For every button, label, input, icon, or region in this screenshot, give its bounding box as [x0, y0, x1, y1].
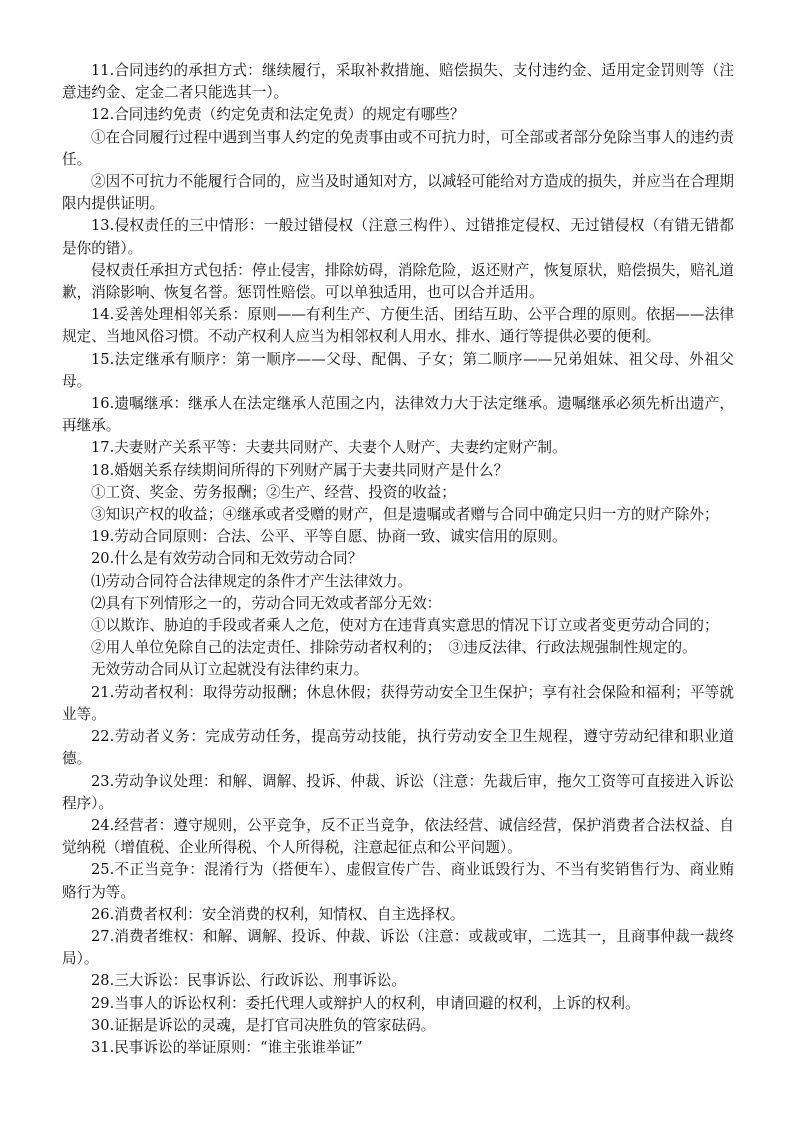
- paragraph-item-20-conclusion: 无效劳动合同从订立起就没有法律约束力。: [91, 661, 369, 679]
- paragraph-item-13-tort: 13.侵权责任的三中情形：一般过错侵权（注意三构件）、过错推定侵权、无过错侵权（有错无错都是你的错）。: [62, 217, 734, 257]
- document-body: [62, 60, 734, 1059]
- paragraph-item-23-disputes: 23.劳动争议处理：和解、调解、投诉、仲裁、诉讼（注意：先裁后审，拖欠工资等可直接进入诉讼程序）。: [62, 772, 734, 812]
- paragraph-item-28-litigation: 28.三大诉讼：民事诉讼、行政诉讼、刑事诉讼。: [91, 972, 407, 990]
- paragraph-item-26-consumer-rights: 26.消费者权利：安全消费的权利，知情权、自主选择权。: [91, 905, 465, 923]
- paragraph-item-20-point-2: ⑵具有下列情形之一的，劳动合同无效或者部分无效：: [91, 594, 442, 612]
- paragraph-item-18-question: 18.婚姻关系存续期间所得的下列财产属于夫妻共同财产是什么？: [91, 461, 509, 479]
- paragraph-item-15-succession: 15.法定继承有顺序：第一顺序——父母、配偶、子女；第二顺序——兄弟姐妹、祖父母、外祖父母。: [62, 350, 734, 390]
- paragraph-item-29-party-rights: 29.当事人的诉讼权利：委托代理人或辩护人的权利，申请回避的权利，上诉的权利。: [91, 994, 640, 1012]
- paragraph-item-20-point-1: ⑴劳动合同符合法律规定的条件才产生法律效力。: [91, 572, 413, 590]
- paragraph-item-20-question: 20.什么是有效劳动合同和无效劳动合同？: [91, 550, 363, 568]
- paragraph-item-17-spousal: 17.夫妻财产关系平等：夫妻共同财产、夫妻个人财产、夫妻约定财产制。: [91, 439, 567, 457]
- paragraph-item-22-duties: 22.劳动者义务：完成劳动任务，提高劳动技能，执行劳动安全卫生规程，遵守劳动纪律和职业道德。: [62, 728, 734, 768]
- paragraph-item-12-point-1: ①在合同履行过程中遇到当事人约定的免责事由或不可抗力时，可全部或者部分免除当事人的违约责任。: [62, 128, 734, 168]
- paragraph-item-19-labor-principle: 19.劳动合同原则：合法、公平、平等自愿、协商一致、诚实信用的原则。: [91, 528, 567, 546]
- paragraph-item-27-consumer-remedy: 27.消费者维权：和解、调解、投诉、仲裁、诉讼（注意：或裁或审，二选其一，且商事仲裁一裁终局）。: [62, 927, 734, 968]
- paragraph-item-12-point-2: ②因不可抗力不能履行合同的，应当及时通知对方，以减轻可能给对方造成的损失，并应当在合理期限内提供证明。: [62, 173, 734, 213]
- paragraph-item-16-will: 16.遗嘱继承：继承人在法定继承人范围之内，法律效力大于法定继承。遗嘱继承必须先析出遗产，再继承。: [62, 395, 734, 435]
- paragraph-item-25-unfair: 25.不正当竞争：混淆行为（搭便车）、虚假宣传广告、商业诋毁行为、不当有奖销售行为、商业贿赂行为等。: [62, 861, 734, 901]
- paragraph-item-20-sub-2: ②用人单位免除自己的法定责任、排除劳动者权利的； ③违反法律、行政法规强制性规定的。: [91, 639, 697, 657]
- paragraph-item-24-operators: 24.经营者：遵守规则，公平竞争，反不正当竞争，依法经营、诚信经营，保护消费者合法权益、自觉纳税（增值税、企业所得税、个人所得税，注意起征点和公平问题）。: [62, 816, 734, 857]
- paragraph-item-11-liability: 11.合同违约的承担方式：继续履行，采取补救措施、赔偿损失、支付违约金、适用定金罚则等（注意违约金、定金二者只能选其一）。: [62, 62, 734, 102]
- paragraph-item-13-remedies: 侵权责任承担方式包括：停止侵害，排除妨碍，消除危险，返还财产，恢复原状，赔偿损失，赔礼道歉，消除影响、恢复名誉。惩罚性赔偿。可以单独适用，也可以合并适用。: [62, 261, 734, 302]
- paragraph-item-18-list-2: ③知识产权的收益；④继承或者受赠的财产，但是遗嘱或者赠与合同中确定只归一方的财产除外；: [91, 506, 719, 524]
- paragraph-item-20-sub-1: ①以欺诈、胁迫的手段或者乘人之危，使对方在违背真实意思的情况下订立或者变更劳动合同的；: [91, 617, 719, 635]
- paragraph-item-21-rights: 21.劳动者权利：取得劳动报酬；休息休假；获得劳动安全卫生保护；享有社会保险和福利；平等就业等。: [62, 683, 734, 723]
- paragraph-item-14-neighbor: 14.妥善处理相邻关系：原则——有利生产、方便生活、团结互助、公平合理的原则。依据——法律规定、当地风俗习惯。不动产权利人应当为相邻权利人用水、排水、通行等提供必要的便利。: [62, 306, 734, 346]
- paragraph-item-12-question: 12.合同违约免责（约定免责和法定免责）的规定有哪些？: [91, 106, 465, 124]
- paragraph-item-30-evidence: 30.证据是诉讼的灵魂，是打官司决胜负的管家砝码。: [91, 1016, 436, 1034]
- paragraph-item-18-list-1: ①工资、奖金、劳务报酬；②生产、经营、投资的收益；: [91, 483, 456, 501]
- paragraph-item-31-burden: 31.民事诉讼的举证原则：“谁主张谁举证”: [91, 1038, 363, 1056]
